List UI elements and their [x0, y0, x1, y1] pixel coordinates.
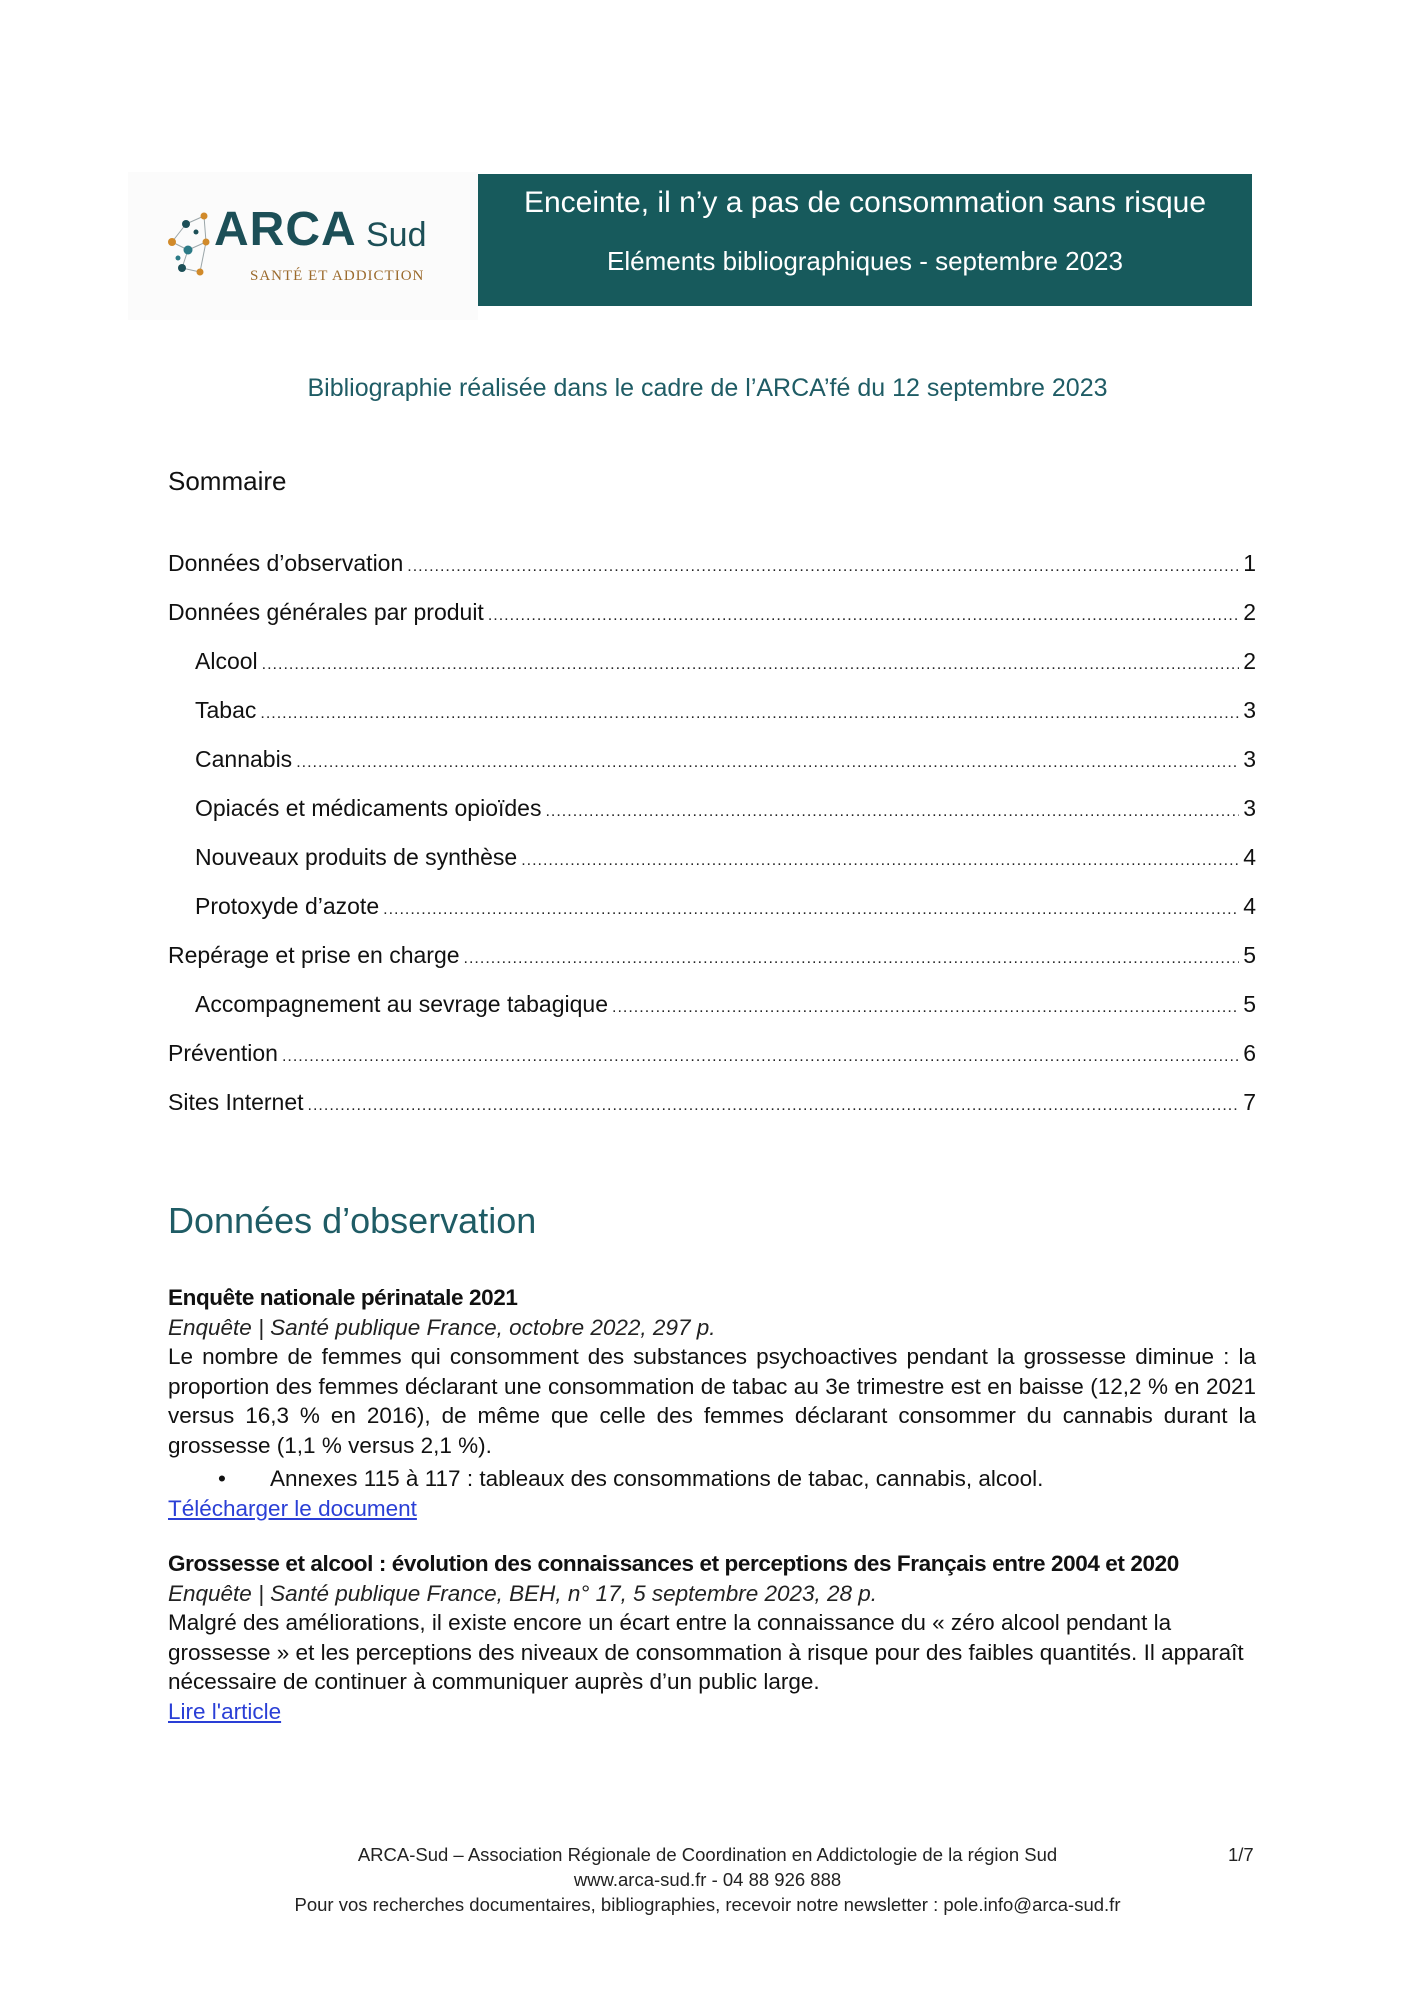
toc-item-page: 2	[1243, 648, 1256, 674]
toc-subitem[interactable]	[168, 893, 1256, 942]
entry-source: Enquête | Santé publique France, octobre 2022, 297 p.	[168, 1314, 716, 1340]
download-document-link[interactable]: Télécharger le document	[168, 1495, 417, 1521]
toc-item[interactable]	[168, 599, 1256, 648]
toc-item-label: Accompagnement au sevrage tabagique	[195, 991, 609, 1017]
entry-title: Grossesse et alcool : évolution des connaissances et perceptions des Français entre 2004 et 2020	[168, 1551, 1179, 1576]
banner-subtitle: Eléments bibliographiques - septembre 2023	[607, 246, 1123, 276]
bullet-icon: •	[218, 1466, 226, 1491]
toc-item[interactable]	[168, 942, 1256, 991]
toc-leader	[545, 803, 1239, 821]
toc-item-page: 4	[1243, 844, 1256, 870]
toc-item-label: Opiacés et médicaments opioïdes	[195, 795, 542, 821]
toc-subitem[interactable]	[168, 697, 1256, 746]
toc-item[interactable]	[168, 1089, 1256, 1138]
entry-description: Le nombre de femmes qui consomment des substances psychoactives pendant la grossesse diminue : la proportion des femmes déclarant une consommation de tabac au 3e trimestre est en baisse (12,2 % en 2021 versus 16,3 % en 2016), de même que celle des femmes déclarant consommer du cannabis durant la grossesse (1,1 % versus 2,1 %).	[168, 1344, 1256, 1458]
toc-item-label: Données d’observation	[168, 550, 404, 576]
toc-subitem[interactable]	[168, 991, 1256, 1040]
toc-leader	[296, 754, 1239, 772]
toc-item-label: Prévention	[168, 1040, 278, 1066]
bibliography-entry	[168, 1283, 1256, 1523]
toc-subitem[interactable]	[168, 746, 1256, 795]
toc-leader	[383, 901, 1239, 919]
toc-leader	[464, 950, 1240, 968]
footer-association: ARCA-Sud – Association Régionale de Coordination en Addictologie de la région Sud	[357, 1844, 1058, 1865]
banner-title: Enceinte, il n’y a pas de consommation sans risque	[523, 186, 1207, 219]
toc-subitem[interactable]	[168, 648, 1256, 697]
toc-leader	[308, 1097, 1240, 1115]
footer-contact: www.arca-sud.fr - 04 88 926 888	[573, 1869, 842, 1890]
toc-item-page: 5	[1243, 991, 1256, 1017]
toc-item-page: 3	[1243, 746, 1256, 772]
toc-item-page: 4	[1243, 893, 1256, 919]
toc-leader	[260, 705, 1239, 723]
toc-subitem[interactable]	[168, 844, 1256, 893]
title-banner	[478, 174, 1252, 306]
toc-item-page: 2	[1243, 599, 1256, 625]
toc-item-label: Protoxyde d’azote	[195, 893, 380, 919]
toc-leader	[612, 999, 1239, 1017]
toc-item-page: 1	[1243, 550, 1256, 576]
logo-wordmark: ARCA	[214, 203, 357, 256]
entry-title: Enquête nationale périnatale 2021	[168, 1285, 518, 1310]
toc-item-page: 7	[1243, 1089, 1256, 1115]
toc-item[interactable]	[168, 550, 1256, 599]
table-of-contents	[168, 550, 1256, 1138]
molecule-logo-icon	[166, 202, 216, 282]
toc-item-label: Données générales par produit	[168, 599, 484, 625]
page-number: 1/7	[1228, 1844, 1254, 1865]
logo-suffix: Sud	[366, 216, 427, 254]
section-heading: Données d’observation	[168, 1200, 537, 1241]
bullet-text: Annexes 115 à 117 : tableaux des consommations de tabac, cannabis, alcool.	[270, 1466, 1044, 1491]
logo-tagline: SANTÉ ET ADDICTION	[250, 268, 425, 284]
toc-subitem[interactable]	[168, 795, 1256, 844]
toc-item[interactable]	[168, 1040, 1256, 1089]
toc-leader	[262, 656, 1240, 674]
toc-item-label: Tabac	[195, 697, 257, 723]
toc-item-label: Nouveaux produits de synthèse	[195, 844, 518, 870]
entry-source: Enquête | Santé publique France, BEH, n° 17, 5 septembre 2023, 28 p.	[168, 1580, 878, 1606]
toc-item-label: Alcool	[195, 648, 258, 674]
bibliography-entry	[168, 1549, 1256, 1726]
toc-item-page: 5	[1243, 942, 1256, 968]
toc-item-page: 3	[1243, 697, 1256, 723]
read-article-link[interactable]: Lire l'article	[168, 1698, 282, 1724]
toc-item-page: 3	[1243, 795, 1256, 821]
arca-sud-logo	[128, 172, 478, 320]
entry-description: Malgré des améliorations, il existe encore un écart entre la connaissance du « zéro alcool pendant la grossesse » et les perceptions des niveaux de consommation à risque pour des faibles quantités. Il apparaît nécessaire de continuer à communiquer auprès d’un public large.	[168, 1610, 1244, 1694]
toc-leader	[521, 852, 1239, 870]
toc-item-page: 6	[1243, 1040, 1256, 1066]
toc-item-label: Cannabis	[195, 746, 293, 772]
document-subtitle: Bibliographie réalisée dans le cadre de l’ARCA’fé du 12 septembre 2023	[307, 374, 1108, 402]
footer-newsletter: Pour vos recherches documentaires, bibliographies, recevoir notre newsletter : pole.info@arca-sud.fr	[294, 1894, 1121, 1915]
toc-heading: Sommaire	[168, 466, 287, 496]
toc-leader	[488, 607, 1239, 625]
entry-bullet	[168, 1464, 1256, 1494]
toc-item-label: Sites Internet	[168, 1089, 304, 1115]
toc-leader	[407, 558, 1239, 576]
toc-leader	[282, 1048, 1239, 1066]
toc-item-label: Repérage et prise en charge	[168, 942, 460, 968]
